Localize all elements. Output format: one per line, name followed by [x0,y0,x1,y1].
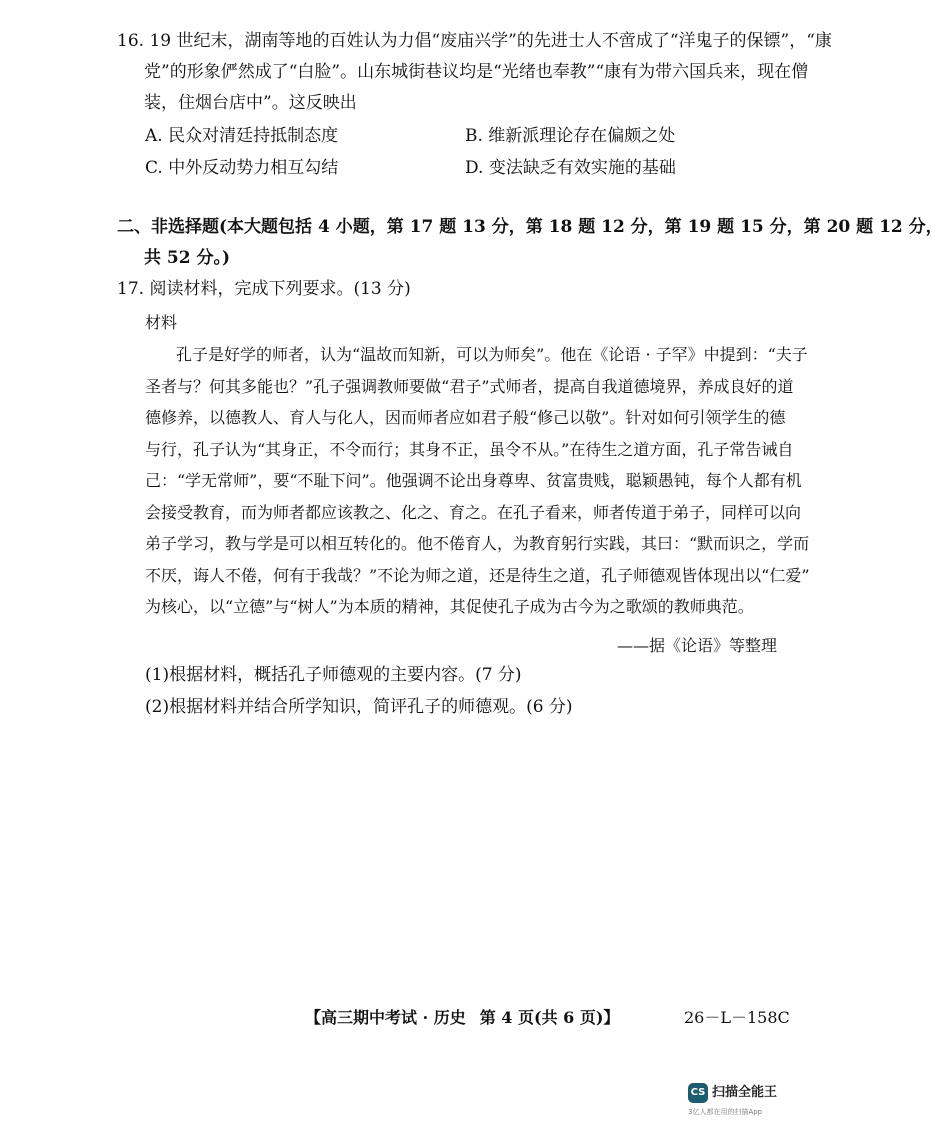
section-2-header [117,212,943,274]
footer-exam-title: 【高三期中考试 · 历史 [305,1008,466,1027]
material-text [145,339,810,623]
footer-page-number: 第 4 页(共 6 页)】 [479,1008,620,1027]
option-b: B. 维新派理论存在偏颇之处 [465,126,676,146]
material-line: 弟子学习，教与学是可以相互转化的。他不倦育人，为教育躬行实践，其曰：“默而识之，学而 [145,534,810,553]
watermark-subtitle: 3亿人都在用的扫描App [688,1108,763,1116]
material-line: 圣者与？何其多能也？”孔子强调教师要做“君子”式师者，提高自我道德境界，养成良好的道 [145,376,794,396]
option-c: C. 中外反动势力相互勾结 [145,158,339,178]
options-row [145,152,785,184]
question-16-options [145,120,785,184]
material-line: 德修养，以德教人、育人与化人，因而师者应如君子般“修己以敬”。针对如何引领学生的德 [145,408,786,427]
option-d: D. 变法缺乏有效实施的基础 [465,158,676,178]
camscanner-logo-icon: CS [688,1083,708,1103]
question-16 [117,26,832,119]
material-line: 己：“学无常师”，要“不耻下问”。他强调不论出身尊卑、贫富贵贱，聪颖愚钝，每个人都有机 [145,471,802,490]
section-2-header-line: 共 52 分。) [144,248,231,268]
subquestion-1: (1)根据材料，概括孔子师德观的主要内容。(7 分) [145,665,522,685]
question-16-stem-line: 装，住烟台店中”。这反映出 [144,93,357,113]
paper-code: 26－L－158C [684,1008,790,1027]
watermark-title: 扫描全能王 [712,1085,778,1100]
material-line: 与行，孔子认为“其身正，不令而行；其身不正，虽令不从。”在待生之道方面，孔子常告诫自 [145,439,794,459]
page-footer [305,1006,619,1030]
question-16-stem-line: 党”的形象俨然成了“白脸”。山东城街巷议均是“光绪也奉教”“康有为带六国兵来，现在僧 [144,62,809,82]
material-line: 孔子是好学的师者，认为“温故而知新，可以为师矣”。他在《论语 · 子罕》中提到：“夫子 [176,345,808,364]
material-line: 为核心，以“立德”与“树人”为本质的精神，其促使孔子成为古今为之歌颂的教师典范。 [145,597,754,616]
scanner-watermark [688,1083,793,1123]
section-2-header-line: 二、非选择题(本大题包括 4 小题，第 17 题 13 分，第 18 题 12 分，第 19 题 15 分，第 20 题 12 分， [117,217,943,237]
subquestion-2: (2)根据材料并结合所学知识，简评孔子的师德观。(6 分) [145,697,573,717]
question-17-stem: 17. 阅读材料，完成下列要求。(13 分) [117,279,411,299]
material-line: 不厌，诲人不倦，何有于我哉？”不论为师之道，还是待生之道，孔子师德观皆体现出以“仁爱” [145,565,810,585]
material-label: 材料 [145,313,178,332]
material-source: ——据《论语》等整理 [616,636,777,655]
material-line: 会接受教育，而为师者都应该教之、化之、育之。在孔子看来，师者传道于弟子，同样可以向 [145,502,802,522]
option-a: A. 民众对清廷持抵制态度 [145,126,339,146]
question-16-stem-line: 16. 19 世纪末，湖南等地的百姓认为力倡“废庙兴学”的先进士人不啻成了“洋鬼子的保镖”，“康 [117,31,832,51]
options-row [145,120,785,152]
